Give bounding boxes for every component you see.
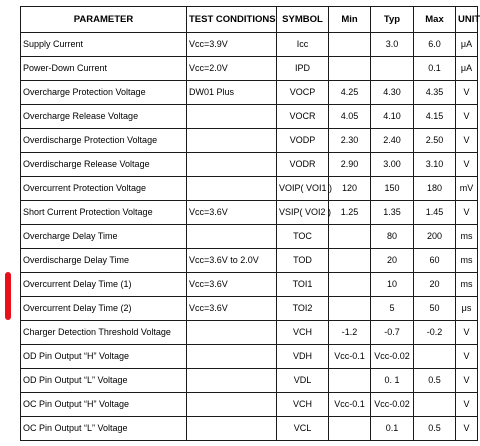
header-typ: Typ [371,7,414,33]
max-cell: 20 [414,273,456,297]
typ-cell: -0.7 [371,321,414,345]
max-cell: 0.1 [414,57,456,81]
test-condition-cell: Vcc=3.6V [187,273,277,297]
parameter-cell: Overdischarge Delay Time [21,249,187,273]
header-parameter: PARAMETER [21,7,187,33]
parameter-cell: Overcharge Delay Time [21,225,187,249]
min-cell [329,369,371,393]
symbol-cell: VOCR [277,105,329,129]
parameter-cell: Overcurrent Protection Voltage [21,177,187,201]
typ-cell: 0.1 [371,417,414,441]
max-cell [414,345,456,369]
typ-cell: 3.0 [371,33,414,57]
symbol-cell: VSIP( VOI2 ) [277,201,329,225]
test-condition-cell [187,225,277,249]
table-row [21,297,478,321]
unit-cell: V [456,369,478,393]
table-row [21,81,478,105]
max-cell: 4.15 [414,105,456,129]
min-cell: 2.30 [329,129,371,153]
min-cell [329,225,371,249]
min-cell [329,33,371,57]
symbol-cell: VDL [277,369,329,393]
unit-cell: V [456,345,478,369]
typ-cell: 1.35 [371,201,414,225]
symbol-cell: VCH [277,393,329,417]
table-row [21,249,478,273]
symbol-cell: Icc [277,33,329,57]
table-row [21,417,478,441]
parameter-cell: OC Pin Output “L” Voltage [21,417,187,441]
max-cell: 1.45 [414,201,456,225]
test-condition-cell [187,129,277,153]
max-cell: 2.50 [414,129,456,153]
typ-cell: Vcc-0.02 [371,345,414,369]
parameter-cell: OD Pin Output “L” Voltage [21,369,187,393]
max-cell: 0.5 [414,417,456,441]
header-max: Max [414,7,456,33]
min-cell: Vcc-0.1 [329,393,371,417]
typ-cell: 10 [371,273,414,297]
typ-cell: 4.30 [371,81,414,105]
test-condition-cell [187,369,277,393]
parameter-cell: Supply Current [21,33,187,57]
min-cell: 4.25 [329,81,371,105]
unit-cell: V [456,393,478,417]
header-unit: UNIT [456,7,478,33]
min-cell: -1.2 [329,321,371,345]
parameter-cell: Overdischarge Protection Voltage [21,129,187,153]
symbol-cell: VOIP( VOI1 ) [277,177,329,201]
test-condition-cell: Vcc=3.6V to 2.0V [187,249,277,273]
unit-cell: V [456,321,478,345]
max-cell: 0.5 [414,369,456,393]
max-cell [414,393,456,417]
unit-cell: ms [456,273,478,297]
symbol-cell: VODP [277,129,329,153]
parameter-cell: Overcurrent Delay Time (1) [21,273,187,297]
test-condition-cell: Vcc=3.6V [187,201,277,225]
parameter-cell: Power-Down Current [21,57,187,81]
header-row [21,7,478,33]
parameter-cell: Overdischarge Release Voltage [21,153,187,177]
max-cell: 4.35 [414,81,456,105]
unit-cell: V [456,417,478,441]
test-condition-cell: Vcc=3.6V [187,297,277,321]
parameter-cell: Short Current Protection Voltage [21,201,187,225]
symbol-cell: IPD [277,57,329,81]
header-test-conditions: TEST CONDITIONS [187,7,277,33]
table-row [21,345,478,369]
symbol-cell: VCH [277,321,329,345]
test-condition-cell [187,345,277,369]
symbol-cell: TOC [277,225,329,249]
min-cell: 1.25 [329,201,371,225]
electrical-characteristics-table [20,6,478,441]
symbol-cell: VOCP [277,81,329,105]
min-cell [329,249,371,273]
test-condition-cell [187,153,277,177]
typ-cell: Vcc-0.02 [371,393,414,417]
unit-cell: μA [456,57,478,81]
min-cell: 4.05 [329,105,371,129]
parameter-cell: OC Pin Output “H” Voltage [21,393,187,417]
test-condition-cell [187,417,277,441]
table-row [21,129,478,153]
row-highlight-marker [5,272,11,320]
test-condition-cell [187,393,277,417]
table-row [21,177,478,201]
max-cell: -0.2 [414,321,456,345]
typ-cell: 2.40 [371,129,414,153]
unit-cell: V [456,201,478,225]
parameter-cell: OD Pin Output “H” Voltage [21,345,187,369]
unit-cell: μA [456,33,478,57]
max-cell: 60 [414,249,456,273]
min-cell [329,417,371,441]
table-row [21,369,478,393]
table-row [21,201,478,225]
test-condition-cell [187,177,277,201]
unit-cell: V [456,153,478,177]
typ-cell: 5 [371,297,414,321]
table-row [21,153,478,177]
table-row [21,225,478,249]
symbol-cell: TOI2 [277,297,329,321]
max-cell: 200 [414,225,456,249]
table-row [21,33,478,57]
table-row [21,57,478,81]
table-row [21,321,478,345]
test-condition-cell [187,105,277,129]
test-condition-cell [187,321,277,345]
header-symbol: SYMBOL [277,7,329,33]
max-cell: 180 [414,177,456,201]
max-cell: 6.0 [414,33,456,57]
table-row [21,273,478,297]
symbol-cell: TOI1 [277,273,329,297]
symbol-cell: VODR [277,153,329,177]
parameter-cell: Overcharge Release Voltage [21,105,187,129]
test-condition-cell: DW01 Plus [187,81,277,105]
unit-cell: ms [456,249,478,273]
min-cell: Vcc-0.1 [329,345,371,369]
typ-cell: 4.10 [371,105,414,129]
typ-cell: 20 [371,249,414,273]
parameter-cell: Overcharge Protection Voltage [21,81,187,105]
typ-cell [371,57,414,81]
table-row [21,105,478,129]
symbol-cell: VCL [277,417,329,441]
unit-cell: V [456,129,478,153]
unit-cell: mV [456,177,478,201]
max-cell: 3.10 [414,153,456,177]
typ-cell: 3.00 [371,153,414,177]
min-cell: 2.90 [329,153,371,177]
test-condition-cell: Vcc=3.9V [187,33,277,57]
header-min: Min [329,7,371,33]
typ-cell: 0. 1 [371,369,414,393]
parameter-cell: Overcurrent Delay Time (2) [21,297,187,321]
min-cell: 120 [329,177,371,201]
parameter-cell: Charger Detection Threshold Voltage [21,321,187,345]
unit-cell: V [456,81,478,105]
test-condition-cell: Vcc=2.0V [187,57,277,81]
unit-cell: V [456,105,478,129]
min-cell [329,57,371,81]
min-cell [329,273,371,297]
table-row [21,393,478,417]
min-cell [329,297,371,321]
unit-cell: ms [456,225,478,249]
max-cell: 50 [414,297,456,321]
typ-cell: 80 [371,225,414,249]
symbol-cell: VDH [277,345,329,369]
symbol-cell: TOD [277,249,329,273]
typ-cell: 150 [371,177,414,201]
unit-cell: μs [456,297,478,321]
